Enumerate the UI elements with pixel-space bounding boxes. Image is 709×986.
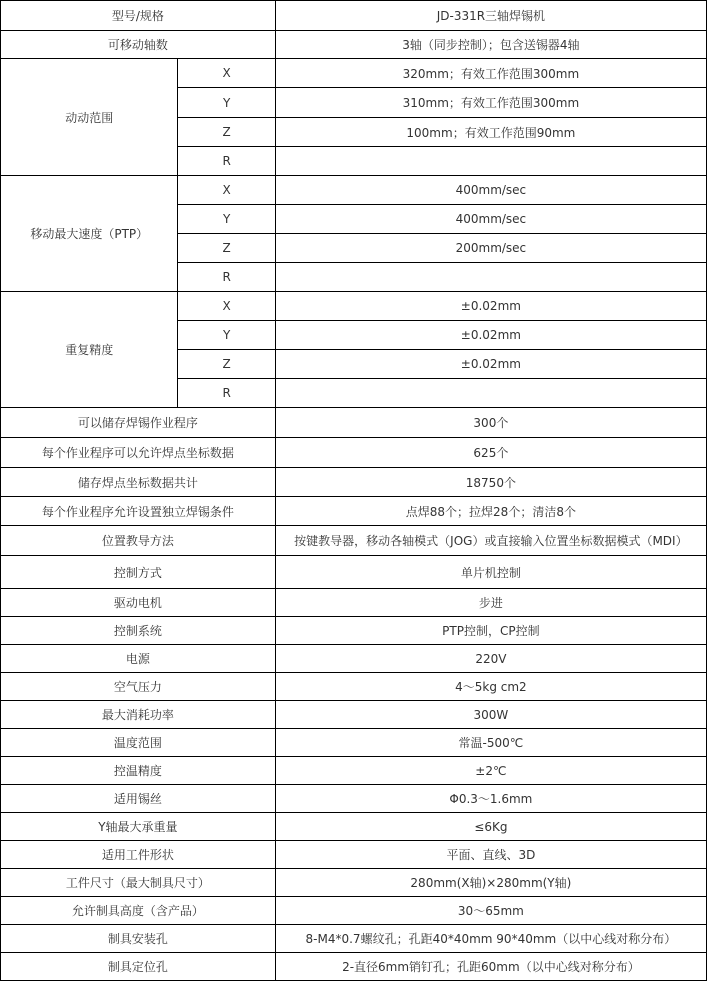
spec-row	[1, 897, 707, 925]
spec-row	[1, 617, 707, 645]
spec-row	[1, 292, 707, 321]
axis-label: X	[178, 292, 275, 321]
spec-value	[275, 263, 706, 292]
axis-label: Y	[178, 205, 275, 234]
spec-row	[1, 438, 707, 468]
spec-value: 平面、直线、3D	[275, 841, 706, 869]
spec-value: 625个	[275, 438, 706, 468]
spec-value: 单片机控制	[275, 556, 706, 589]
spec-table-body	[1, 1, 707, 981]
spec-label: 每个作业程序允许设置独立焊锡条件	[1, 497, 276, 526]
spec-value: 310mm；有效工作范围300mm	[275, 88, 706, 118]
spec-label: 重复精度	[1, 292, 178, 408]
axis-label: X	[178, 176, 275, 205]
spec-row	[1, 31, 707, 59]
spec-row	[1, 925, 707, 953]
spec-label: 制具定位孔	[1, 953, 276, 981]
spec-label: 驱动电机	[1, 589, 276, 617]
spec-row	[1, 497, 707, 526]
spec-label: 动动范围	[1, 59, 178, 176]
spec-value: ±0.02mm	[275, 321, 706, 350]
spec-row	[1, 841, 707, 869]
spec-label: Y轴最大承重量	[1, 813, 276, 841]
spec-label: 适用工件形状	[1, 841, 276, 869]
spec-row	[1, 589, 707, 617]
spec-value	[275, 147, 706, 176]
spec-label: 最大消耗功率	[1, 701, 276, 729]
spec-value: ≤6Kg	[275, 813, 706, 841]
spec-value: PTP控制，CP控制	[275, 617, 706, 645]
spec-value: 400mm/sec	[275, 176, 706, 205]
spec-row	[1, 953, 707, 981]
spec-value: 220V	[275, 645, 706, 673]
spec-value: 280mm(X轴)×280mm(Y轴)	[275, 869, 706, 897]
axis-label: R	[178, 263, 275, 292]
spec-value: 点焊88个；拉焊28个；清洁8个	[275, 497, 706, 526]
spec-label: 型号/规格	[1, 1, 276, 31]
axis-label: X	[178, 59, 275, 88]
spec-value: ±2℃	[275, 757, 706, 785]
spec-label: 控温精度	[1, 757, 276, 785]
spec-row	[1, 869, 707, 897]
spec-row	[1, 468, 707, 497]
spec-label: 空气压力	[1, 673, 276, 701]
spec-value	[275, 379, 706, 408]
axis-label: Z	[178, 118, 275, 147]
spec-row	[1, 757, 707, 785]
spec-label: 控制系统	[1, 617, 276, 645]
spec-value: 400mm/sec	[275, 205, 706, 234]
spec-value: ±0.02mm	[275, 350, 706, 379]
spec-value: 按键教导器，移动各轴模式（JOG）或直接输入位置坐标数据模式（MDI）	[275, 526, 706, 556]
spec-value: 18750个	[275, 468, 706, 497]
spec-value: 30～65mm	[275, 897, 706, 925]
spec-value: 320mm；有效工作范围300mm	[275, 59, 706, 88]
spec-label: 制具安装孔	[1, 925, 276, 953]
axis-label: R	[178, 379, 275, 408]
spec-value: JD-331R三轴焊锡机	[275, 1, 706, 31]
spec-row	[1, 785, 707, 813]
spec-value: ±0.02mm	[275, 292, 706, 321]
spec-value: 300个	[275, 408, 706, 438]
axis-label: Z	[178, 350, 275, 379]
spec-value: 300W	[275, 701, 706, 729]
spec-value: 2-直径6mm销钉孔；孔距60mm（以中心线对称分布）	[275, 953, 706, 981]
spec-label: 储存焊点坐标数据共计	[1, 468, 276, 497]
spec-value: 100mm；有效工作范围90mm	[275, 118, 706, 147]
spec-value: 200mm/sec	[275, 234, 706, 263]
axis-label: Z	[178, 234, 275, 263]
spec-row	[1, 813, 707, 841]
spec-label: 位置教导方法	[1, 526, 276, 556]
spec-label: 每个作业程序可以允许焊点坐标数据	[1, 438, 276, 468]
spec-label: 电源	[1, 645, 276, 673]
spec-value: 8-M4*0.7螺纹孔；孔距40*40mm 90*40mm（以中心线对称分布）	[275, 925, 706, 953]
spec-row	[1, 645, 707, 673]
axis-label: Y	[178, 321, 275, 350]
spec-row	[1, 673, 707, 701]
spec-label: 工件尺寸（最大制具尺寸）	[1, 869, 276, 897]
spec-row	[1, 176, 707, 205]
spec-row	[1, 701, 707, 729]
spec-row	[1, 1, 707, 31]
spec-label: 温度范围	[1, 729, 276, 757]
spec-label: 适用锡丝	[1, 785, 276, 813]
spec-label: 可移动轴数	[1, 31, 276, 59]
spec-label: 移动最大速度（PTP）	[1, 176, 178, 292]
spec-value: 常温-500℃	[275, 729, 706, 757]
spec-row	[1, 59, 707, 88]
spec-label: 可以储存焊锡作业程序	[1, 408, 276, 438]
spec-value: Φ0.3～1.6mm	[275, 785, 706, 813]
spec-value: 4～5kg cm2	[275, 673, 706, 701]
spec-label: 允许制具高度（含产品）	[1, 897, 276, 925]
spec-value: 3轴（同步控制）；包含送锡器4轴	[275, 31, 706, 59]
spec-row	[1, 556, 707, 589]
axis-label: Y	[178, 88, 275, 118]
spec-value: 步进	[275, 589, 706, 617]
axis-label: R	[178, 147, 275, 176]
spec-row	[1, 408, 707, 438]
spec-row	[1, 526, 707, 556]
spec-label: 控制方式	[1, 556, 276, 589]
spec-row	[1, 729, 707, 757]
